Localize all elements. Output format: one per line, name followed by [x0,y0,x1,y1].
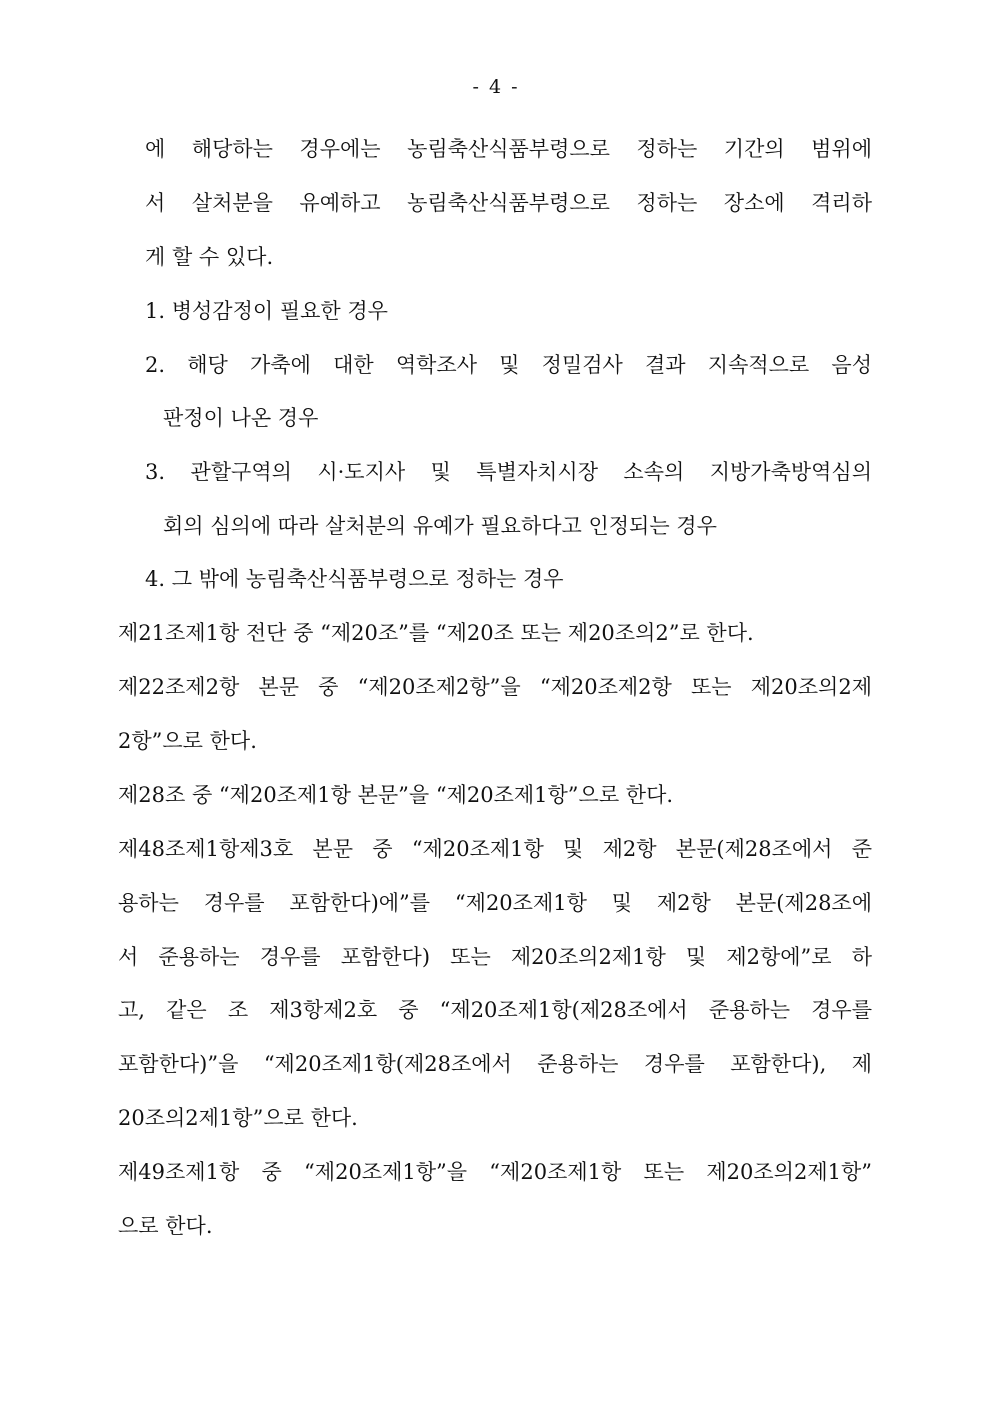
amendment-line: 고, 같은 조 제3항제2호 중 “제20조제1항(제28조에서 준용하는 경우를 [118,998,872,1022]
list-item: 4. 그 밖에 농림축산식품부령으로 정하는 경우 [145,567,564,591]
page-number: - 4 - [472,76,520,98]
body-line: 게 할 수 있다. [145,245,274,269]
amendment-line: 2항”으로 한다. [118,729,257,753]
list-item: 2. 해당 가축에 대한 역학조사 및 정밀검사 결과 지속적으로 음성 [145,353,872,377]
amendment-line: 포함한다)”을 “제20조제1항(제28조에서 준용하는 경우를 포함한다), 제 [118,1052,872,1076]
amendment-line: 제49조제1항 중 “제20조제1항”을 “제20조제1항 또는 제20조의2제1항” [118,1160,872,1184]
list-item-continuation: 판정이 나온 경우 [163,406,319,430]
amendment-line: 제48조제1항제3호 본문 중 “제20조제1항 및 제2항 본문(제28조에서 준 [118,837,872,861]
body-line: 에 해당하는 경우에는 농림축산식품부령으로 정하는 기간의 범위에 [145,137,872,161]
amendment-line: 으로 한다. [118,1214,213,1238]
list-item: 1. 병성감정이 필요한 경우 [145,299,388,323]
list-item: 3. 관할구역의 시·도지사 및 특별자치시장 소속의 지방가축방역심의 [145,460,872,484]
amendment-line: 제28조 중 “제20조제1항 본문”을 “제20조제1항”으로 한다. [118,783,674,807]
amendment-line: 20조의2제1항”으로 한다. [118,1106,358,1130]
body-line: 서 살처분을 유예하고 농림축산식품부령으로 정하는 장소에 격리하 [145,191,872,215]
amendment-line: 용하는 경우를 포함한다)에”를 “제20조제1항 및 제2항 본문(제28조에 [118,891,872,915]
amendment-line: 서 준용하는 경우를 포함한다) 또는 제20조의2제1항 및 제2항에”로 하 [118,945,872,969]
list-item-continuation: 회의 심의에 따라 살처분의 유예가 필요하다고 인정되는 경우 [163,514,717,538]
amendment-line: 제22조제2항 본문 중 “제20조제2항”을 “제20조제2항 또는 제20조의2제 [118,675,872,699]
amendment-line: 제21조제1항 전단 중 “제20조”를 “제20조 또는 제20조의2”로 한다. [118,621,754,645]
